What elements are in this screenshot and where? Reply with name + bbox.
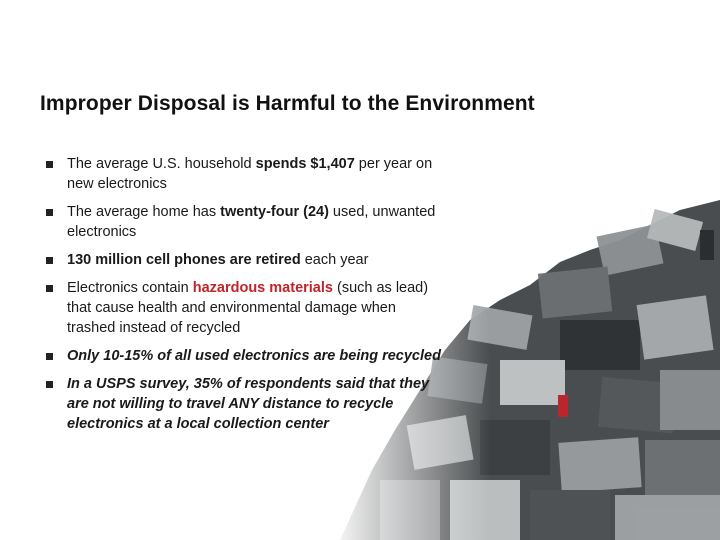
bullet-text: Electronics contain	[67, 280, 193, 296]
bullet-unwanted-electronics	[44, 202, 444, 242]
square-bullet-icon	[46, 381, 53, 388]
square-bullet-icon	[46, 209, 53, 216]
bullet-cell-phones	[44, 250, 444, 270]
bullet-text: used, unwanted electronics	[67, 204, 436, 240]
bullet-recycling-rate	[44, 346, 444, 366]
bullet-highlight: hazardous materials	[192, 280, 333, 296]
bullet-text: The average home has	[67, 204, 221, 220]
slide-title: Improper Disposal is Harmful to the Environment	[40, 92, 535, 115]
square-bullet-icon	[46, 285, 53, 292]
bullet-emphasis: spends $1,407	[255, 156, 355, 172]
bullet-italic-emphasis: Only 10-15% of all used electronics are being recycled	[67, 348, 441, 364]
bullet-hazardous-materials	[44, 278, 444, 338]
bullet-list	[44, 154, 444, 442]
bullet-text: each year	[300, 252, 369, 268]
bullet-text: (such as lead) that cause health and environmental damage when trashed instead of recycled	[67, 280, 429, 336]
bullet-household-spending	[44, 154, 444, 194]
bullet-usps-survey	[44, 374, 444, 434]
bullet-italic-emphasis: In a USPS survey, 35% of respondents said that they are not willing to travel ANY distance to recycle electronics at a local collection center	[67, 376, 430, 432]
square-bullet-icon	[46, 353, 53, 360]
square-bullet-icon	[46, 257, 53, 264]
bullet-text: The average U.S. household	[67, 156, 256, 172]
bullet-text: per year on new electronics	[67, 156, 433, 192]
square-bullet-icon	[46, 161, 53, 168]
bullet-emphasis: twenty-four (24)	[220, 204, 329, 220]
bullet-emphasis: 130 million cell phones are retired	[67, 252, 301, 268]
